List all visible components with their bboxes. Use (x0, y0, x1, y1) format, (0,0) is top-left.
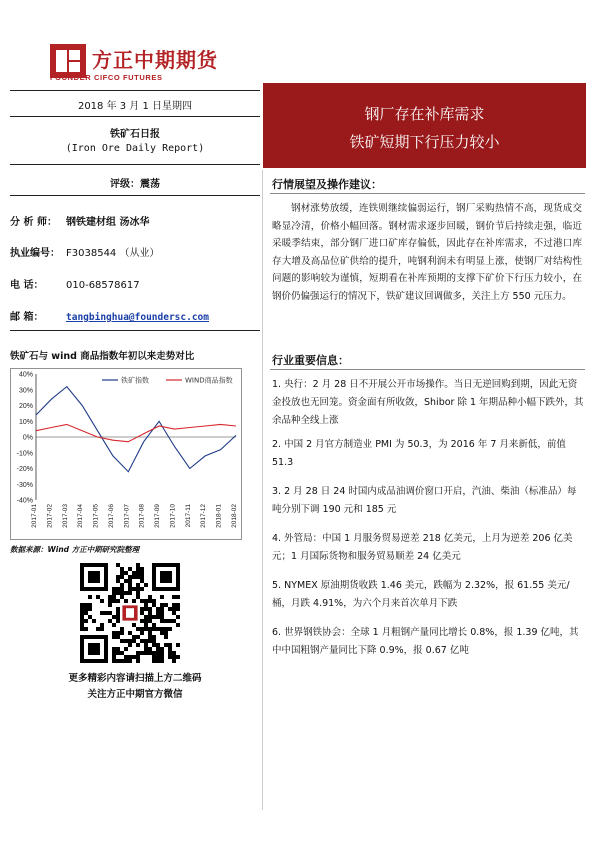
news-item: 6. 世界钢铁协会：全球 1 月粗钢产量同比增长 0.8%，报 1.39 亿吨，其中中国粗钢产量同比下降 0.9%，报 0.67 亿吨 (272, 627, 579, 656)
license-row (10, 244, 159, 259)
news-item: 3. 2 月 28 日 24 时国内成品油调价窗口开启，汽油、柴油（标准品）每吨分别下调 190 元和 185 元 (272, 486, 577, 515)
column-divider (262, 170, 263, 810)
x-tick-label: 2017-04 (77, 504, 85, 528)
x-tick-label: 2017-11 (184, 504, 192, 528)
analyst-label: 分 析 师： (10, 217, 57, 228)
y-tick-label: -40% (16, 497, 33, 505)
qr-caption-1: 更多精彩内容请扫描上方二维码 (68, 673, 202, 684)
brand-name-cn: 方正中期期货 (92, 48, 218, 72)
divider (10, 90, 260, 91)
y-tick-label: 10% (18, 418, 33, 426)
series-line-1 (36, 424, 236, 441)
report-title-en: (Iron Ore Daily Report) (65, 143, 205, 154)
email-label: 邮 箱： (10, 312, 44, 323)
outlook-title: 行情展望及操作建议： (272, 178, 382, 191)
license-label: 执业编号： (10, 248, 60, 259)
qr-caption-2: 关注方正中期官方微信 (87, 689, 183, 700)
legend-label: 铁矿指数 (121, 376, 149, 385)
headline-line-1: 钢厂存在补库需求 (364, 105, 485, 123)
y-tick-label: 40% (18, 371, 33, 379)
x-tick-label: 2017-10 (169, 504, 177, 528)
divider (10, 195, 260, 196)
headline-line-2: 铁矿短期下行压力较小 (349, 133, 500, 151)
x-tick-label: 2017-03 (61, 504, 69, 528)
x-tick-label: 2017-06 (107, 504, 115, 528)
brand-name-en: FOUNDER CIFCO FUTURES (50, 73, 163, 82)
divider (270, 369, 585, 370)
chart-title: 铁矿石与 wind 商品指数年初以来走势对比 (10, 351, 195, 362)
y-tick-label: 30% (18, 387, 33, 395)
rating-label: 评级： (110, 179, 140, 190)
divider (10, 116, 260, 117)
y-tick-label: 20% (18, 403, 33, 410)
y-tick-label: -30% (16, 481, 33, 489)
report-date: 2018 年 3 月 1 日星期四 (77, 101, 193, 112)
legend-label: WIND商品指数 (185, 376, 233, 385)
x-tick-label: 2017-05 (92, 504, 100, 528)
news-item: 5. NYMEX 原油期货收跌 1.46 美元，跌幅为 2.32%，报 61.55 美元/桶，月跌 4.91%，为六个月来首次单月下跌 (272, 580, 570, 609)
phone-label: 电 话： (10, 280, 44, 291)
x-tick-label: 2017-08 (138, 504, 146, 528)
analyst-value: 钢铁建材组 汤冰华 (66, 217, 150, 228)
news-item: 2. 中国 2 月官方制造业 PMI 为 50.3，为 2016 年 7 月来新低，前值 51.3 (272, 439, 566, 468)
divider (10, 330, 260, 331)
line-chart (10, 368, 242, 540)
analyst-row (10, 213, 149, 228)
x-tick-label: 2018-02 (231, 504, 238, 528)
rating (10, 175, 260, 190)
series-line-0 (36, 387, 236, 472)
x-tick-label: 2017-01 (31, 504, 38, 528)
news-item: 4. 外管局：中国 1 月服务贸易逆差 218 亿美元，上月为逆差 206 亿美元；1 月国际货物和服务贸易顺差 24 亿美元 (272, 533, 573, 562)
outlook-body: 钢材涨势放缓，连铁则继续偏弱运行，钢厂采购热情不高，现货成交略显冷清，价格小幅回落。钢材需求逐步回暖，钢价节后持续走强，临近采暖季结束，部分钢厂进口矿库存偏低，因此存在补库需求，不过港口库存大增及高品位矿供给的提升，吨钢利润未有明显上涨，使钢厂对结构性问题的影响较为谨慎，短期看在补库预期的支撑下矿价下行压力较小，在钢价仍偏强运行的情况下，铁矿建议回调做多，关注上方 550 元压力。 (272, 203, 582, 302)
y-tick-label: -20% (16, 466, 33, 473)
y-tick-label: 0% (22, 434, 33, 442)
phone-row (10, 276, 140, 291)
y-tick-label: -10% (16, 450, 33, 458)
x-tick-label: 2017-12 (200, 504, 208, 528)
phone-value: 010-68578617 (66, 280, 140, 291)
divider (10, 164, 260, 165)
x-tick-label: 2017-07 (123, 504, 131, 528)
headline-banner (263, 83, 586, 168)
x-tick-label: 2017-02 (46, 504, 54, 528)
divider (270, 193, 585, 194)
email-link[interactable]: tangbinghua@foundersc.com (66, 312, 209, 323)
x-tick-label: 2017-09 (154, 504, 162, 528)
news-item: 1. 央行：2 月 28 日不开展公开市场操作。当日无逆回购到期，因此无资金投放也无回笼。资金面有所收敛，Shibor 除 1 年期品种小幅下跌外，其余品种全线上涨 (272, 379, 584, 426)
rating-value: 震荡 (140, 179, 160, 190)
x-tick-label: 2018-01 (215, 504, 223, 528)
qr-code (80, 563, 180, 663)
email-row (10, 308, 209, 323)
data-source: 数据来源：Wind 方正中期研究院整理 (10, 545, 140, 554)
report-title-cn: 铁矿石日报 (110, 129, 160, 140)
license-value: F3038544 （从业） (66, 248, 160, 259)
industry-title: 行业重要信息： (272, 354, 349, 367)
